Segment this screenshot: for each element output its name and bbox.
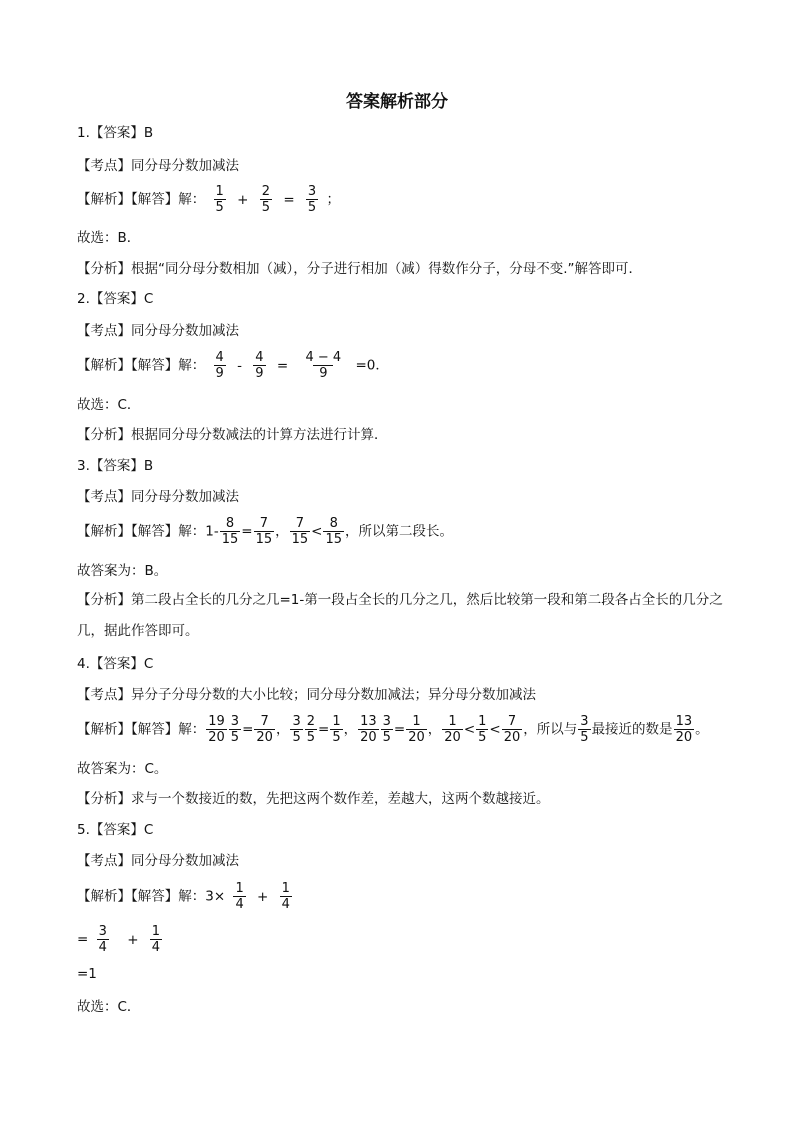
fraction: $\frac{3}{5}$ <box>382 714 391 745</box>
q5-answer: 5.【答案】C <box>77 822 154 838</box>
q2-choose: 故选：C． <box>77 397 141 413</box>
q1-analysis: 【分析】根据“同分母分数相加（减），分子进行相加（减）得数作分子，分母不变.”解答即可． <box>77 261 643 277</box>
q3-choose: 故答案为：B。 <box>77 563 168 579</box>
operator: < <box>489 721 501 738</box>
result: =0． <box>355 357 389 374</box>
conclusion: ，所以与 <box>523 721 578 738</box>
q5-topic: 【考点】同分母分数加减法 <box>77 853 239 869</box>
punctuation: ； <box>326 191 340 208</box>
operator: + <box>237 191 249 208</box>
operator: = <box>318 721 330 738</box>
fraction: $\frac{3}{5}$ <box>307 184 317 215</box>
operator: = <box>283 191 295 208</box>
solution-label: 【解析】【解答】解： <box>77 357 206 374</box>
fraction: $\frac{1}{5}$ <box>215 184 224 215</box>
operator: = <box>393 721 406 738</box>
operator: - <box>237 357 242 374</box>
q3-topic: 【考点】同分母分数加减法 <box>77 489 239 505</box>
q5-choose: 故选：C． <box>77 999 141 1015</box>
q5-step3: =1 <box>77 966 97 982</box>
operator: + <box>127 931 139 948</box>
q4-choose: 故答案为：C。 <box>77 761 168 777</box>
fraction: $\frac{2}{5}$ <box>306 714 315 745</box>
q1-solution <box>77 184 340 215</box>
q4-solution <box>77 714 709 745</box>
q5-step2 <box>77 924 166 955</box>
fraction: $\frac{7}{20}$ <box>256 714 273 745</box>
operator: + <box>257 888 269 905</box>
operator: < <box>311 523 323 540</box>
fraction: $\frac{4 - 4}{9}$ <box>305 350 342 381</box>
operator: = <box>77 931 89 948</box>
fraction: $\frac{19}{20}$ <box>208 714 225 745</box>
q1-choose: 故选：B． <box>77 230 141 246</box>
punctuation: ， <box>275 523 289 540</box>
q1-answer: 1.【答案】B <box>77 125 154 141</box>
solution-label: 【解析】【解答】解： <box>77 721 206 738</box>
q2-analysis: 【分析】根据同分母分数减法的计算方法进行计算． <box>77 427 388 443</box>
fraction: $\frac{7}{15}$ <box>291 516 309 547</box>
punctuation: 。 <box>695 721 709 738</box>
fraction: $\frac{3}{5}$ <box>292 714 301 745</box>
q3-answer: 3.【答案】B <box>77 458 154 474</box>
fraction: $\frac{1}{20}$ <box>444 714 461 745</box>
fraction: $\frac{13}{20}$ <box>675 714 693 745</box>
q2-topic: 【考点】同分母分数加减法 <box>77 323 239 339</box>
fraction: $\frac{4}{9}$ <box>215 350 224 381</box>
fraction: $\frac{1}{4}$ <box>281 881 290 912</box>
operator: = <box>276 357 289 374</box>
conclusion: ，所以第二段长。 <box>345 523 454 540</box>
fraction: $\frac{3}{5}$ <box>580 714 589 745</box>
q4-analysis: 【分析】求与一个数接近的数，先把这两个数作差，差越大，这两个数越接近。 <box>77 791 550 807</box>
q3-solution <box>77 516 453 547</box>
fraction: $\frac{1}{5}$ <box>332 714 341 745</box>
solution-label: 【解析】【解答】解：3× <box>77 888 226 905</box>
punctuation: ， <box>343 721 358 738</box>
fraction: $\frac{1}{4}$ <box>151 924 161 955</box>
page-title: 答案解析部分 <box>346 92 448 112</box>
fraction: $\frac{4}{9}$ <box>255 350 264 381</box>
fraction: $\frac{3}{4}$ <box>98 924 107 955</box>
q4-topic: 【考点】异分子分母分数的大小比较；同分母分数加减法；异分母分数加减法 <box>77 687 536 703</box>
solution-label: 【解析】【解答】解：1- <box>77 523 219 540</box>
q4-answer: 4.【答案】C <box>77 656 154 672</box>
fraction: $\frac{8}{15}$ <box>325 516 343 547</box>
fraction: $\frac{2}{5}$ <box>261 184 271 215</box>
fraction: $\frac{7}{15}$ <box>255 516 273 547</box>
fraction: $\frac{3}{5}$ <box>230 714 240 745</box>
fraction: $\frac{13}{20}$ <box>360 714 377 745</box>
operator: = <box>241 523 253 540</box>
q1-topic: 【考点】同分母分数加减法 <box>77 158 239 174</box>
fraction: $\frac{8}{15}$ <box>221 516 239 547</box>
conclusion: 最接近的数是 <box>591 721 673 738</box>
fraction: $\frac{1}{4}$ <box>235 881 244 912</box>
q2-answer: 2.【答案】C <box>77 291 154 307</box>
punctuation: ， <box>427 721 442 738</box>
operator: = <box>242 721 254 738</box>
fraction: $\frac{1}{20}$ <box>408 714 425 745</box>
q3-analysis: 【分析】第二段占全长的几分之几=1-第一段占全长的几分之几，然后比较第一段和第二段各占全长的几分之几，据此作答即可。 <box>77 592 723 639</box>
operator: < <box>463 721 476 738</box>
q2-solution <box>77 350 389 381</box>
fraction: $\frac{1}{5}$ <box>478 714 487 745</box>
fraction: $\frac{7}{20}$ <box>503 714 521 745</box>
solution-label: 【解析】【解答】解： <box>77 191 206 208</box>
punctuation: ， <box>275 721 290 738</box>
q5-solution <box>77 881 296 912</box>
